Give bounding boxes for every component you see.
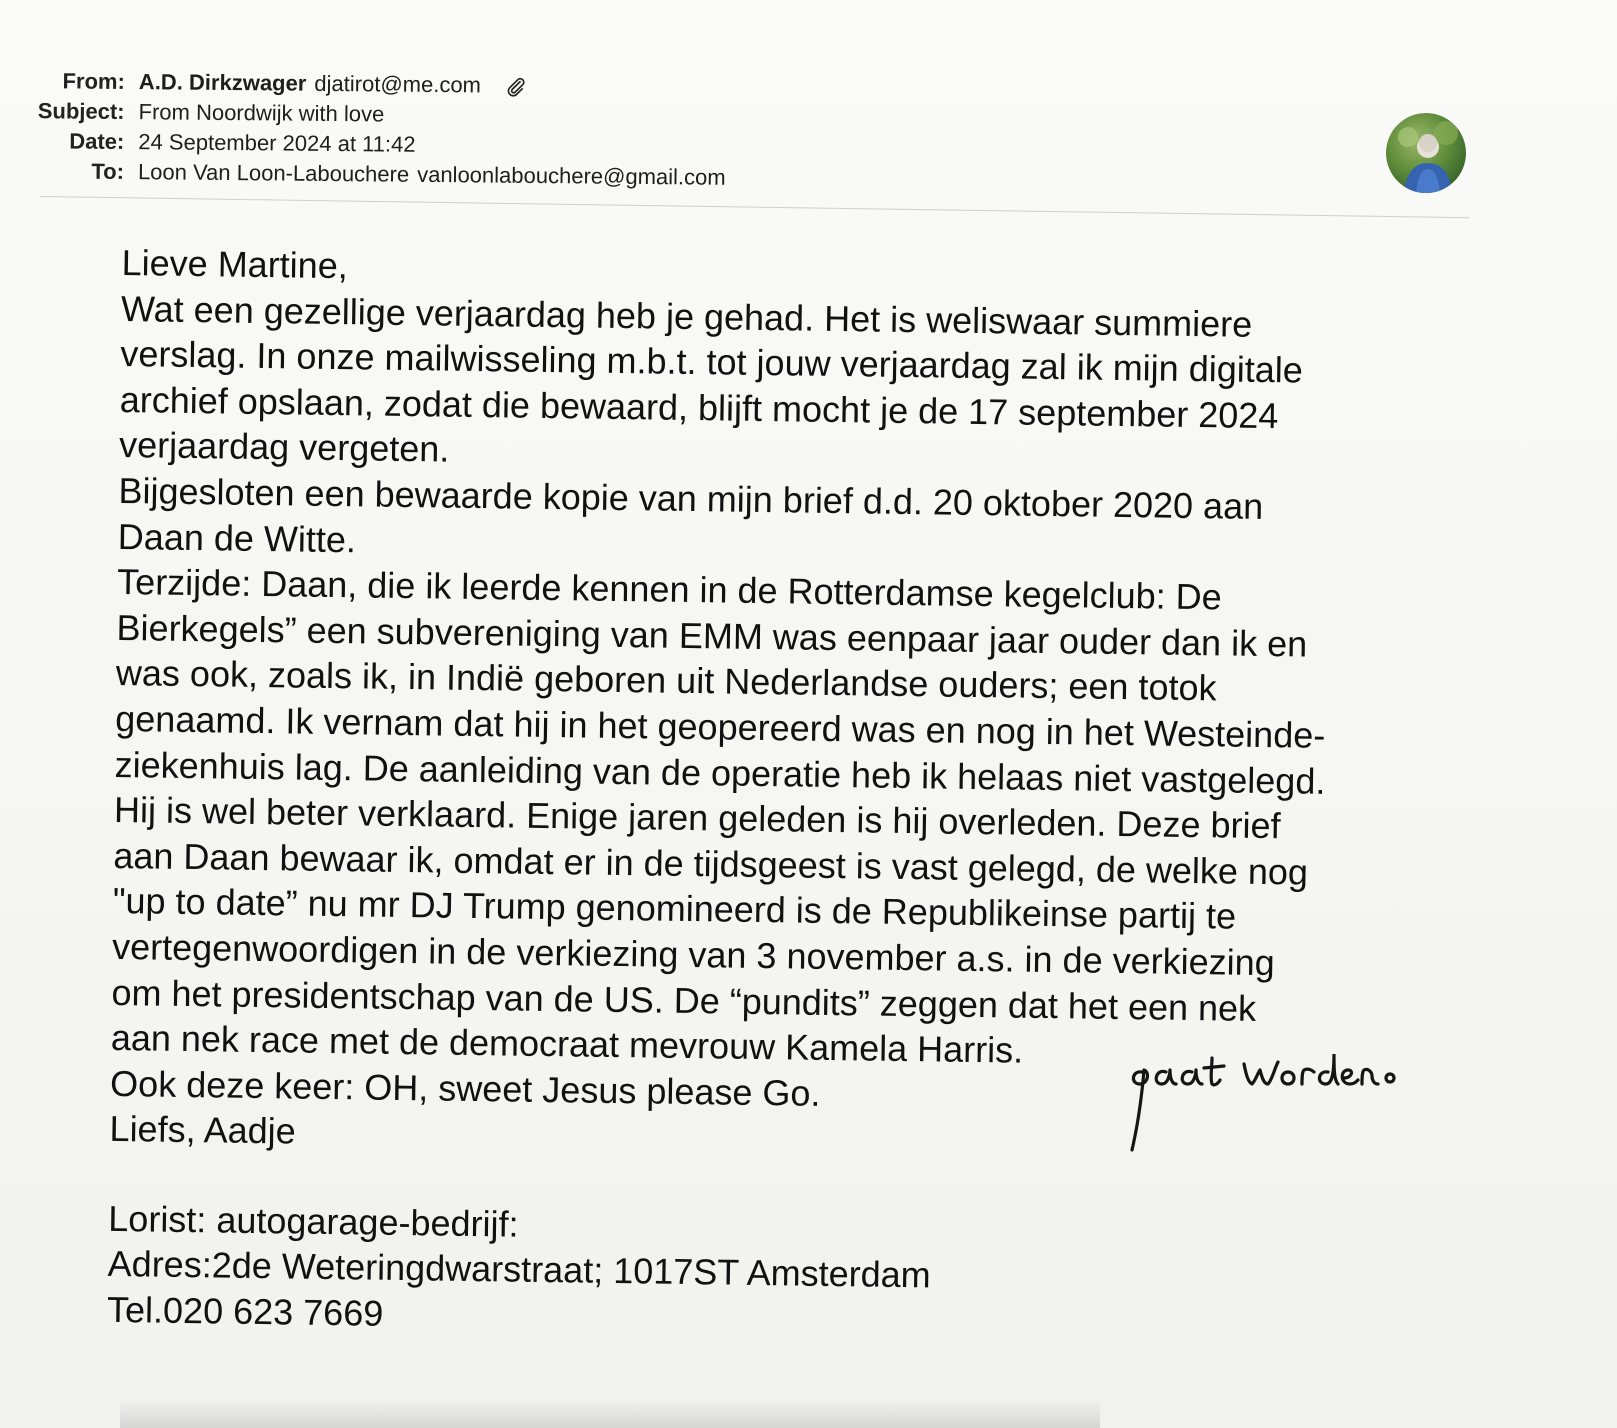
body-line: om het presidentschap van de US. De “pundits” zeggen dat het een nek <box>111 971 1257 1029</box>
body-line: verslag. In onze mailwisseling m.b.t. tot jouw verjaardag zal ik mijn digitale <box>120 333 1304 391</box>
body-line: Bijgesloten een bewaarde kopie van mijn brief d.d. 20 oktober 2020 aan <box>118 469 1264 527</box>
body-line: was ook, zoals ik, in Indië geboren uit Nederlandse ouders; een totok <box>115 652 1217 709</box>
recipient-name: Loon Van Loon-Labouchere <box>137 159 410 187</box>
body-line: Ook deze keer: OH, sweet Jesus please Go. <box>109 1062 821 1114</box>
subject-value: From Noordwijk with love <box>138 99 385 127</box>
recipient-email: vanloonlabouchere@gmail.com <box>417 161 726 190</box>
date-value: 24 September 2024 at 11:42 <box>138 129 416 157</box>
from-label: From: <box>62 68 125 95</box>
body-line: aan nek race met de democraat mevrouw Kamela Harris. <box>110 1017 1024 1071</box>
body-line: aan Daan bewaar ik, omdat er in de tijdsgeest is vast gelegd, de welke nog <box>113 834 1309 893</box>
sender-email: djatirot@me.com <box>314 70 482 98</box>
body-line: Bierkegels” een subvereniging van EMM was eenpaar jaar ouder dan ik en <box>116 606 1308 665</box>
avatar-photo-icon <box>1386 113 1466 193</box>
body-line: Daan de Witte. <box>117 515 357 560</box>
footer-line: Adres:2de Weteringdwarstraat; 1017ST Amsterdam <box>107 1243 931 1296</box>
scan-edge-shadow <box>120 1400 1100 1428</box>
subject-label: Subject: <box>37 98 125 125</box>
email-body <box>107 240 1442 1351</box>
body-line: Terzijde: Daan, die ik leerde kennen in de Rotterdamse kegelclub: De <box>116 561 1223 618</box>
footer-line: Lorist: autogarage-bedrijf: <box>108 1197 519 1245</box>
body-line: Wat een gezellige verjaardag heb je gehad. Het is weliswaar summiere <box>120 287 1253 345</box>
body-line: archief opslaan, zodat die bewaard, blijft mocht je de 17 september 2024 <box>119 378 1279 436</box>
body-line: vertegenwoordigen in de verkiezing van 3 november a.s. in de verkiezing <box>111 925 1275 984</box>
sign-off-line: Liefs, Aadje <box>109 1108 296 1152</box>
date-label: Date: <box>69 128 125 155</box>
footer-line: Tel.020 623 7669 <box>106 1288 384 1334</box>
sender-avatar <box>1386 113 1466 193</box>
sender-name: A.D. Dirkzwager <box>138 69 307 96</box>
handwritten-note <box>1128 1054 1428 1164</box>
email-header <box>19 68 1440 202</box>
greeting-line: Lieve Martine, <box>121 241 349 287</box>
body-line: "up to date” nu mr DJ Trump genomineerd is de Republikeinse partij te <box>112 880 1237 937</box>
body-line: verjaardag vergeten. <box>118 424 450 470</box>
body-line: genaamd. Ik vernam dat hij in het geopereerd was en nog in het Westeinde- <box>115 697 1326 756</box>
to-label: To: <box>91 158 125 185</box>
paperclip-icon <box>505 76 527 98</box>
body-line: Hij is wel beter verklaard. Enige jaren geleden is hij overleden. Deze brief <box>113 789 1281 847</box>
body-line: ziekenhuis lag. De aanleiding van de operatie heb ik helaas niet vastgelegd. <box>114 743 1326 802</box>
